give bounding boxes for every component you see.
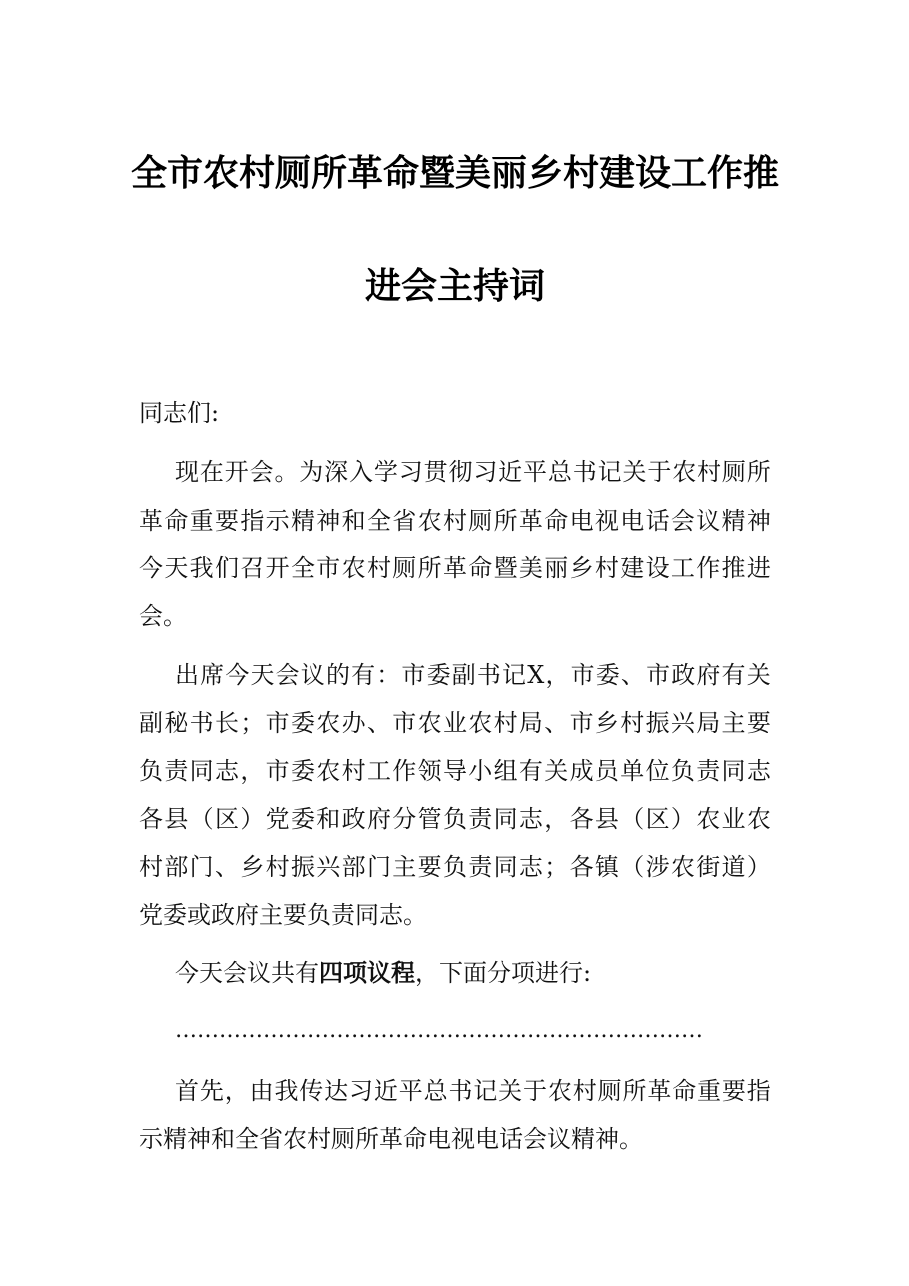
para2-line-6: 党委或政府主要负责同志。 <box>139 901 427 929</box>
para1-line-2: 革 命 重 要 指 示 精 神 和 全 省 农 村 厕 所 革 命 电 视 电 话 会 议 精 神 <box>139 507 771 535</box>
ellipsis-line: ……………………………………………………………… <box>175 1018 703 1043</box>
para2-line-5: 村 部 门 、 乡 村 振 兴 部 门 主 要 负 责 同 志 ； 各 镇 （ 涉 农 街 道 ） <box>139 853 771 881</box>
document-title-line-1: 全市农村厕所革命暨美丽乡村建设工作推 <box>130 152 779 194</box>
para2-line-2: 副 秘 书 长 ； 市 委 农 办 、 市 农 业 农 村 局 、 市 乡 村 振 兴 局 主 要 <box>139 709 771 737</box>
agenda-text-before: 今天会议共有 <box>175 959 319 987</box>
para1-line-1: 现 在 开 会 。 为 深 入 学 习 贯 彻 习 近 平 总 书 记 关 于 农 村 厕 所 <box>175 458 771 486</box>
para2-line-1: 出 席 今 天 会 议 的 有 ： 市 委 副 书 记 X ， 市 委 、 市 政 府 有 关 <box>175 661 771 689</box>
para4-line-1: 首 先 ， 由 我 传 达 习 近 平 总 书 记 关 于 农 村 厕 所 革 命 重 要 指 <box>175 1077 771 1105</box>
agenda-text-after: ，下面分项进行: <box>415 959 592 987</box>
agenda-count-bold: 四项议程 <box>319 958 415 987</box>
para4-line-2: 示精神和全省农村厕所革命电视电话会议精神。 <box>139 1125 643 1153</box>
salutation: 同志们: <box>139 399 220 427</box>
para1-line-3: 今 天 我 们 召 开 全 市 农 村 厕 所 革 命 暨 美 丽 乡 村 建 设 工 作 推 进 <box>139 554 771 582</box>
para2-line-3: 负 责 同 志 ， 市 委 农 村 工 作 领 导 小 组 有 关 成 员 单 位 负 责 同 志 <box>139 757 771 785</box>
document-title-line-2: 进会主持词 <box>364 265 545 307</box>
para1-line-4: 会。 <box>139 602 187 630</box>
para2-line-4: 各 县 （ 区 ） 党 委 和 政 府 分 管 负 责 同 志 ， 各 县 （ 区 ） 农 业 农 <box>139 805 771 833</box>
agenda-line <box>139 958 771 988</box>
